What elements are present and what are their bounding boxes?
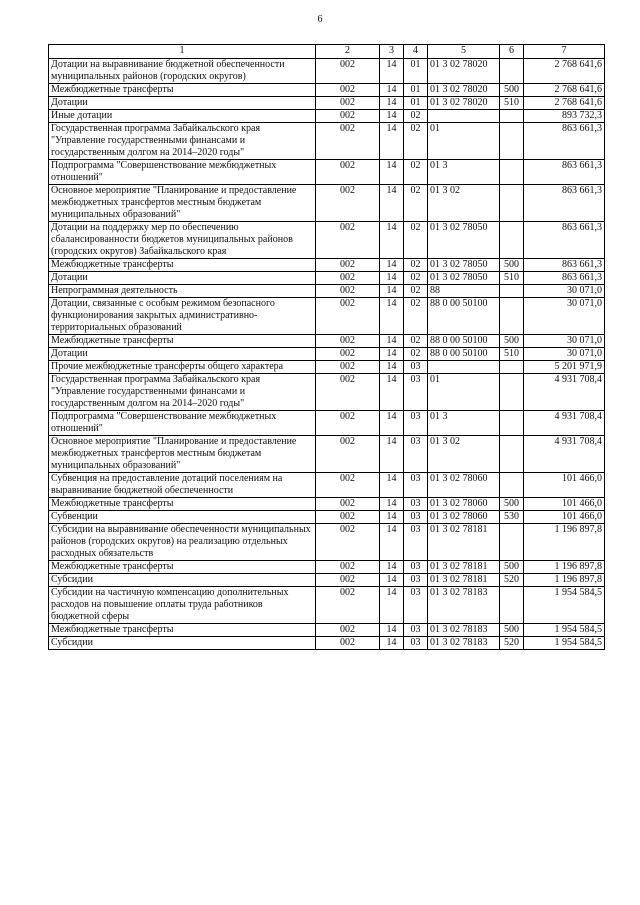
budget-table — [48, 44, 605, 650]
row-amount: 863 661,3 — [524, 160, 605, 185]
row-target-article: 01 3 — [428, 160, 500, 185]
row-target-article: 01 3 02 78050 — [428, 259, 500, 272]
row-name: Дотации на выравнивание бюджетной обеспеченности муниципальных районов (городских округов) — [49, 59, 316, 84]
row-name: Основное мероприятие "Планирование и предоставление межбюджетных трансфертов местным бюджетам муниципальных образований" — [49, 185, 316, 222]
row-admin-code: 002 — [316, 624, 380, 637]
row-expense-type — [500, 185, 524, 222]
row-expense-type — [500, 298, 524, 335]
table-row — [49, 59, 605, 84]
row-target-article: 01 3 02 78020 — [428, 59, 500, 84]
row-name: Межбюджетные трансферты — [49, 498, 316, 511]
row-target-article: 01 — [428, 374, 500, 411]
table-row — [49, 374, 605, 411]
row-amount: 101 466,0 — [524, 511, 605, 524]
row-target-article: 88 — [428, 285, 500, 298]
row-subsection: 02 — [404, 185, 428, 222]
row-target-article: 01 3 — [428, 411, 500, 436]
table-row — [49, 473, 605, 498]
row-target-article: 01 3 02 78050 — [428, 222, 500, 259]
row-admin-code: 002 — [316, 97, 380, 110]
row-subsection: 02 — [404, 259, 428, 272]
row-target-article: 01 3 02 78181 — [428, 561, 500, 574]
row-section: 14 — [380, 335, 404, 348]
row-name: Субсидии на выравнивание обеспеченности муниципальных районов (городских округов) на реализацию отдельных расходных обязательств — [49, 524, 316, 561]
row-target-article: 01 3 02 78060 — [428, 511, 500, 524]
table-row — [49, 259, 605, 272]
header-col-5: 5 — [428, 45, 500, 59]
table-row — [49, 574, 605, 587]
row-admin-code: 002 — [316, 348, 380, 361]
row-expense-type — [500, 222, 524, 259]
row-expense-type: 500 — [500, 335, 524, 348]
table-row — [49, 97, 605, 110]
row-admin-code: 002 — [316, 374, 380, 411]
row-section: 14 — [380, 185, 404, 222]
row-expense-type — [500, 374, 524, 411]
row-name: Государственная программа Забайкальского края "Управление государственными финансами и государственным долгом на 2014–2020 годы" — [49, 123, 316, 160]
row-amount: 863 661,3 — [524, 185, 605, 222]
row-expense-type — [500, 361, 524, 374]
row-target-article: 01 3 02 — [428, 185, 500, 222]
row-admin-code: 002 — [316, 361, 380, 374]
row-target-article: 01 3 02 78060 — [428, 473, 500, 498]
row-target-article: 01 — [428, 123, 500, 160]
row-section: 14 — [380, 84, 404, 97]
row-expense-type: 500 — [500, 259, 524, 272]
row-expense-type: 500 — [500, 498, 524, 511]
row-subsection: 03 — [404, 524, 428, 561]
row-subsection: 02 — [404, 160, 428, 185]
row-amount: 1 954 584,5 — [524, 587, 605, 624]
row-section: 14 — [380, 298, 404, 335]
table-row — [49, 587, 605, 624]
row-target-article: 01 3 02 78181 — [428, 524, 500, 561]
row-expense-type — [500, 473, 524, 498]
row-admin-code: 002 — [316, 561, 380, 574]
row-subsection: 02 — [404, 298, 428, 335]
row-section: 14 — [380, 285, 404, 298]
row-amount: 863 661,3 — [524, 222, 605, 259]
row-subsection: 01 — [404, 97, 428, 110]
row-amount: 4 931 708,4 — [524, 374, 605, 411]
table-row — [49, 84, 605, 97]
table-row — [49, 298, 605, 335]
row-name: Субвенция на предоставление дотаций поселениям на выравнивание бюджетной обеспеченности — [49, 473, 316, 498]
row-admin-code: 002 — [316, 587, 380, 624]
table-row — [49, 561, 605, 574]
row-name: Субсидии — [49, 574, 316, 587]
table-row — [49, 285, 605, 298]
row-name: Дотации, связанные с особым режимом безопасного функционирования закрытых административно-территориальных образований — [49, 298, 316, 335]
row-subsection: 03 — [404, 574, 428, 587]
row-name: Основное мероприятие "Планирование и предоставление межбюджетных трансфертов местным бюджетам муниципальных образований" — [49, 436, 316, 473]
row-amount: 2 768 641,6 — [524, 97, 605, 110]
row-amount: 30 071,0 — [524, 298, 605, 335]
row-admin-code: 002 — [316, 185, 380, 222]
row-admin-code: 002 — [316, 574, 380, 587]
row-name: Подпрограмма "Совершенствование межбюджетных отношений" — [49, 160, 316, 185]
row-expense-type — [500, 436, 524, 473]
row-expense-type — [500, 123, 524, 160]
header-col-7: 7 — [524, 45, 605, 59]
row-name: Межбюджетные трансферты — [49, 624, 316, 637]
row-name: Дотации на поддержку мер по обеспечению сбалансированности бюджетов муниципальных районов (городских округов) Забайкальского края — [49, 222, 316, 259]
row-expense-type — [500, 587, 524, 624]
row-expense-type: 520 — [500, 637, 524, 650]
row-section: 14 — [380, 361, 404, 374]
row-expense-type — [500, 160, 524, 185]
row-subsection: 02 — [404, 348, 428, 361]
table-row — [49, 348, 605, 361]
row-amount: 4 931 708,4 — [524, 411, 605, 436]
row-amount: 1 954 584,5 — [524, 624, 605, 637]
table-row — [49, 110, 605, 123]
row-section: 14 — [380, 561, 404, 574]
row-subsection: 02 — [404, 335, 428, 348]
table-row — [49, 272, 605, 285]
row-target-article: 01 3 02 78060 — [428, 498, 500, 511]
row-target-article: 88 0 00 50100 — [428, 348, 500, 361]
row-name: Межбюджетные трансферты — [49, 84, 316, 97]
row-admin-code: 002 — [316, 524, 380, 561]
row-admin-code: 002 — [316, 259, 380, 272]
row-amount: 4 931 708,4 — [524, 436, 605, 473]
row-expense-type: 520 — [500, 574, 524, 587]
row-section: 14 — [380, 123, 404, 160]
row-amount: 2 768 641,6 — [524, 84, 605, 97]
row-admin-code: 002 — [316, 222, 380, 259]
row-admin-code: 002 — [316, 511, 380, 524]
row-name: Дотации — [49, 97, 316, 110]
row-target-article: 01 3 02 78050 — [428, 272, 500, 285]
row-target-article — [428, 361, 500, 374]
row-amount: 1 196 897,8 — [524, 574, 605, 587]
row-admin-code: 002 — [316, 335, 380, 348]
table-row — [49, 436, 605, 473]
row-section: 14 — [380, 160, 404, 185]
row-section: 14 — [380, 498, 404, 511]
row-section: 14 — [380, 624, 404, 637]
table-row — [49, 637, 605, 650]
table-row — [49, 335, 605, 348]
row-amount: 893 732,3 — [524, 110, 605, 123]
row-amount: 101 466,0 — [524, 498, 605, 511]
row-section: 14 — [380, 511, 404, 524]
row-amount: 5 201 971,9 — [524, 361, 605, 374]
row-admin-code: 002 — [316, 298, 380, 335]
row-name: Иные дотации — [49, 110, 316, 123]
row-subsection: 02 — [404, 123, 428, 160]
row-name: Подпрограмма "Совершенствование межбюджетных отношений" — [49, 411, 316, 436]
table-row — [49, 411, 605, 436]
table-row — [49, 524, 605, 561]
row-admin-code: 002 — [316, 123, 380, 160]
row-section: 14 — [380, 374, 404, 411]
table-body — [49, 59, 605, 650]
row-name: Дотации — [49, 348, 316, 361]
row-section: 14 — [380, 348, 404, 361]
row-section: 14 — [380, 473, 404, 498]
row-subsection: 02 — [404, 222, 428, 259]
row-amount: 30 071,0 — [524, 285, 605, 298]
row-expense-type: 500 — [500, 624, 524, 637]
page-number: 6 — [317, 14, 323, 25]
row-target-article: 88 0 00 50100 — [428, 335, 500, 348]
row-name: Межбюджетные трансферты — [49, 259, 316, 272]
row-expense-type: 510 — [500, 97, 524, 110]
row-admin-code: 002 — [316, 473, 380, 498]
row-target-article: 01 3 02 78183 — [428, 637, 500, 650]
row-amount: 101 466,0 — [524, 473, 605, 498]
row-section: 14 — [380, 259, 404, 272]
row-target-article: 88 0 00 50100 — [428, 298, 500, 335]
row-subsection: 03 — [404, 587, 428, 624]
row-amount: 2 768 641,6 — [524, 59, 605, 84]
header-col-4: 4 — [404, 45, 428, 59]
table-row — [49, 511, 605, 524]
header-row — [49, 45, 605, 59]
row-name: Дотации — [49, 272, 316, 285]
table-row — [49, 498, 605, 511]
row-expense-type — [500, 411, 524, 436]
row-subsection: 02 — [404, 110, 428, 123]
table-row — [49, 123, 605, 160]
header-col-2: 2 — [316, 45, 380, 59]
row-section: 14 — [380, 59, 404, 84]
row-expense-type: 500 — [500, 561, 524, 574]
row-target-article: 01 3 02 78020 — [428, 84, 500, 97]
row-expense-type — [500, 524, 524, 561]
row-admin-code: 002 — [316, 272, 380, 285]
row-expense-type: 530 — [500, 511, 524, 524]
row-admin-code: 002 — [316, 637, 380, 650]
row-section: 14 — [380, 524, 404, 561]
row-name: Субвенции — [49, 511, 316, 524]
row-expense-type — [500, 59, 524, 84]
header-col-1: 1 — [49, 45, 316, 59]
table-row — [49, 222, 605, 259]
row-section: 14 — [380, 110, 404, 123]
row-target-article: 01 3 02 — [428, 436, 500, 473]
row-subsection: 03 — [404, 361, 428, 374]
header-col-6: 6 — [500, 45, 524, 59]
row-admin-code: 002 — [316, 411, 380, 436]
row-expense-type — [500, 110, 524, 123]
row-amount: 30 071,0 — [524, 335, 605, 348]
table-row — [49, 160, 605, 185]
row-name: Субсидии — [49, 637, 316, 650]
row-subsection: 03 — [404, 374, 428, 411]
row-subsection: 02 — [404, 272, 428, 285]
row-admin-code: 002 — [316, 498, 380, 511]
header-col-3: 3 — [380, 45, 404, 59]
row-name: Субсидии на частичную компенсацию дополнительных расходов на повышение оплаты труда работников бюджетной сферы — [49, 587, 316, 624]
row-amount: 30 071,0 — [524, 348, 605, 361]
row-target-article: 01 3 02 78183 — [428, 624, 500, 637]
row-section: 14 — [380, 97, 404, 110]
row-expense-type: 510 — [500, 272, 524, 285]
row-name: Непрограммная деятельность — [49, 285, 316, 298]
row-expense-type: 500 — [500, 84, 524, 97]
row-amount: 1 954 584,5 — [524, 637, 605, 650]
row-section: 14 — [380, 637, 404, 650]
row-amount: 863 661,3 — [524, 123, 605, 160]
row-name: Межбюджетные трансферты — [49, 335, 316, 348]
row-subsection: 03 — [404, 436, 428, 473]
row-subsection: 01 — [404, 84, 428, 97]
row-amount: 863 661,3 — [524, 272, 605, 285]
row-admin-code: 002 — [316, 436, 380, 473]
table-row — [49, 624, 605, 637]
row-target-article: 01 3 02 78020 — [428, 97, 500, 110]
row-section: 14 — [380, 272, 404, 285]
row-admin-code: 002 — [316, 160, 380, 185]
row-admin-code: 002 — [316, 84, 380, 97]
row-section: 14 — [380, 574, 404, 587]
table-row — [49, 361, 605, 374]
row-section: 14 — [380, 587, 404, 624]
row-amount: 863 661,3 — [524, 259, 605, 272]
row-subsection: 02 — [404, 285, 428, 298]
row-subsection: 01 — [404, 59, 428, 84]
row-expense-type: 510 — [500, 348, 524, 361]
table-row — [49, 185, 605, 222]
row-subsection: 03 — [404, 511, 428, 524]
row-section: 14 — [380, 436, 404, 473]
row-admin-code: 002 — [316, 285, 380, 298]
row-section: 14 — [380, 411, 404, 436]
row-subsection: 03 — [404, 637, 428, 650]
row-subsection: 03 — [404, 498, 428, 511]
row-subsection: 03 — [404, 473, 428, 498]
row-name: Государственная программа Забайкальского края "Управление государственными финансами и государственным долгом на 2014–2020 годы" — [49, 374, 316, 411]
row-target-article — [428, 110, 500, 123]
row-section: 14 — [380, 222, 404, 259]
row-subsection: 03 — [404, 411, 428, 436]
row-target-article: 01 3 02 78183 — [428, 587, 500, 624]
row-admin-code: 002 — [316, 59, 380, 84]
row-subsection: 03 — [404, 561, 428, 574]
row-amount: 1 196 897,8 — [524, 524, 605, 561]
row-subsection: 03 — [404, 624, 428, 637]
row-amount: 1 196 897,8 — [524, 561, 605, 574]
row-admin-code: 002 — [316, 110, 380, 123]
row-name: Прочие межбюджетные трансферты общего характера — [49, 361, 316, 374]
row-name: Межбюджетные трансферты — [49, 561, 316, 574]
row-expense-type — [500, 285, 524, 298]
row-target-article: 01 3 02 78181 — [428, 574, 500, 587]
